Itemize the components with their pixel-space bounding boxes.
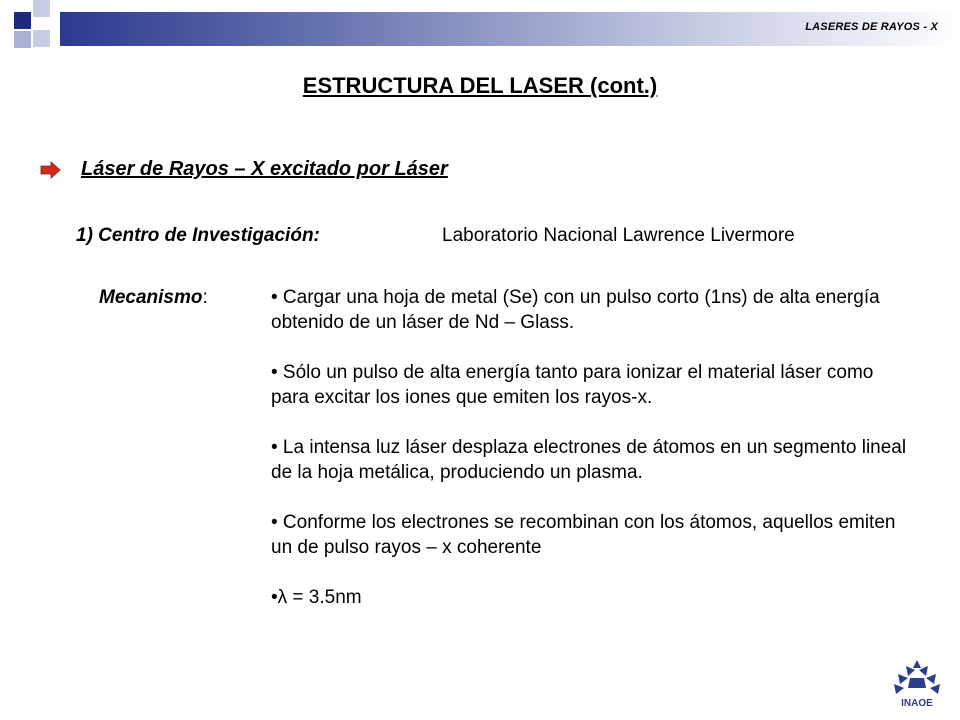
light-square [14,31,31,48]
bullet-item: • La intensa luz láser desplaza electrones de átomos en un segmento lineal de la hoja metálica, produciendo un plasma. [271,437,907,483]
research-center-label: 1) Centro de Investigación: [76,225,320,246]
mechanism-label-colon: : [202,287,208,308]
red-arrow-icon [40,161,62,179]
running-header: LASERES DE RAYOS - X [805,21,938,33]
wavelength-line: •λ = 3.5nm [271,587,362,608]
research-center-value: Laboratorio Nacional Lawrence Livermore [442,225,795,246]
mechanism-bullets [271,285,911,610]
mechanism-label [99,287,208,309]
section-heading: Láser de Rayos – X excitado por Láser [81,158,448,180]
logo-text: INAOE [901,698,933,709]
light-square [33,0,50,17]
light-square [33,30,50,47]
navy-square [14,12,31,29]
bullet-item: • Sólo un pulso de alta energía tanto para ionizar el material láser como para excitar los iones que emiten los rayos-x. [271,362,874,408]
bullet-item: • Cargar una hoja de metal (Se) con un pulso corto (1ns) de alta energía obtenido de un láser de Nd – Glass. [271,287,880,333]
mechanism-label-text: Mecanismo [99,287,203,308]
inaoe-logo-icon [888,658,946,710]
bullet-item: • Conforme los electrones se recombinan con los átomos, aquellos emiten un de pulso rayos – x coherente [271,512,896,558]
page-title: ESTRUCTURA DEL LASER (cont.) [302,73,658,98]
